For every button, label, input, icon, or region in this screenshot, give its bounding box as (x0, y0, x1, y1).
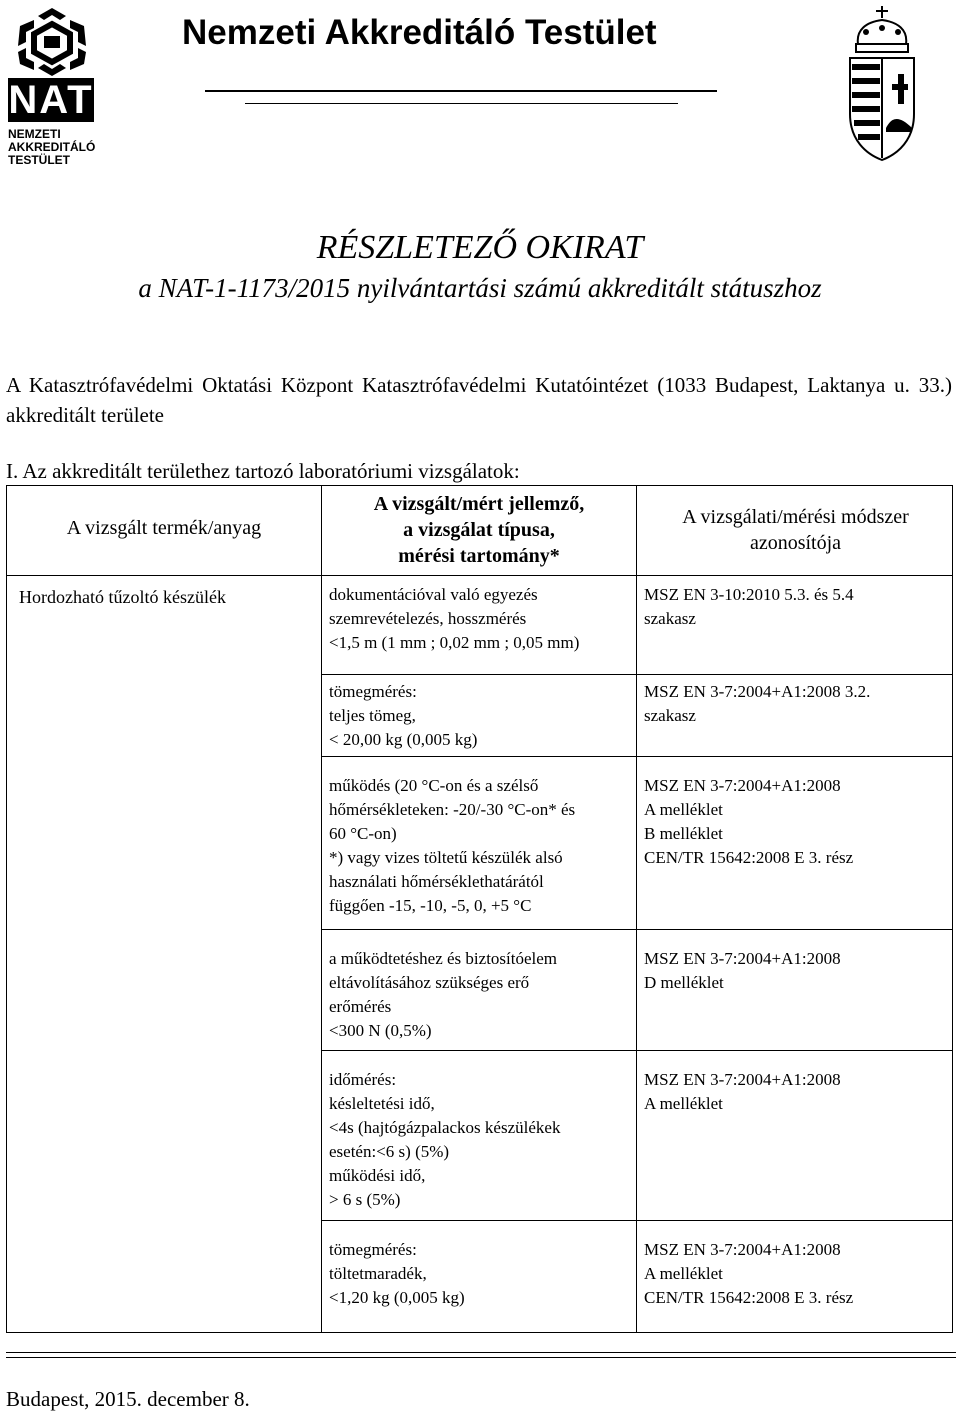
nat-logo-line: AKKREDITÁLÓ (8, 140, 96, 154)
table-row-characteristic (329, 583, 579, 655)
footer-date: Budapest, 2015. december 8. (6, 1387, 250, 1411)
table-row-method (644, 583, 854, 631)
header-line: A vizsgált/mért jellemző, (373, 493, 585, 515)
product-name: Hordozható tűzoltó készülék (19, 587, 226, 607)
table-row-method (644, 680, 870, 728)
row-divider (322, 674, 952, 675)
text-line: MSZ EN 3-7:2004+A1:2008 (644, 1070, 841, 1089)
text-line: <1,20 kg (0,005 kg) (329, 1288, 465, 1307)
column-divider (321, 486, 322, 1332)
text-line: MSZ EN 3-10:2010 5.3. és 5.4 (644, 585, 854, 604)
text-line: működési idő, (329, 1166, 426, 1185)
table-row-characteristic (329, 947, 557, 1043)
row-divider (322, 1050, 952, 1051)
text-line: töltetmaradék, (329, 1264, 427, 1283)
nat-logo (6, 6, 98, 166)
text-line: késleltetési idő, (329, 1094, 435, 1113)
text-line: MSZ EN 3-7:2004+A1:2008 3.2. (644, 682, 871, 701)
header-line: a vizsgálat típusa, (403, 519, 555, 541)
text-line: erőmérés (329, 997, 392, 1016)
text-line: < 20,00 kg (0,005 kg) (329, 730, 478, 749)
nat-emblem-icon (8, 6, 96, 78)
table-row-method (644, 1238, 853, 1310)
header-rule (205, 90, 717, 92)
text-line: szemrevételezés, hosszmérés (329, 609, 527, 628)
column-divider (636, 486, 637, 1332)
table-row-characteristic (329, 680, 477, 752)
text-line: dokumentációval való egyezés (329, 585, 538, 604)
header-method (637, 504, 954, 556)
header-line: mérési tartomány* (398, 545, 560, 567)
text-line: a működtetéshez és biztosítóelem (329, 949, 558, 968)
text-line: CEN/TR 15642:2008 E 3. rész (644, 848, 854, 867)
document-subtitle: a NAT-1-1173/2015 nyilvántartási számú akkreditált státuszhoz (138, 273, 822, 303)
text-line: <4s (hajtógázpalackos készülékek (329, 1118, 561, 1137)
text-line: működés (20 °C-on és a szélső (329, 776, 539, 795)
text-line: esetén:<6 s) (5%) (329, 1142, 450, 1161)
org-title: Nemzeti Akkreditáló Testület (182, 13, 657, 52)
header-product: A vizsgált termék/anyag (66, 517, 262, 539)
text-line: eltávolításához szükséges erő (329, 973, 530, 992)
text-line: A melléklet (644, 1094, 723, 1113)
text-line: A melléklet (644, 800, 723, 819)
text-line: B melléklet (644, 824, 723, 843)
footer-rule (6, 1352, 956, 1353)
text-line: időmérés: (329, 1070, 397, 1089)
text-line: MSZ EN 3-7:2004+A1:2008 (644, 949, 841, 968)
text-line: <1,5 m (1 mm ; 0,02 mm ; 0,05 mm) (329, 633, 580, 652)
header-divider (7, 575, 952, 576)
text-line: szakasz (644, 706, 696, 725)
text-line: *) vagy vizes töltetű készülék alsó (329, 848, 563, 867)
nat-logo-line: NEMZETI (8, 127, 61, 141)
section-heading: I. Az akkreditált területhez tartozó laboratóriumi vizsgálatok: (6, 459, 520, 483)
text-line: 60 °C-on) (329, 824, 397, 843)
accreditation-table (6, 485, 953, 1333)
document-title: RÉSZLETEZŐ OKIRAT (316, 229, 644, 266)
table-row-characteristic (329, 1068, 560, 1212)
header-line: A vizsgálati/mérési módszer (682, 506, 909, 528)
text-line: használati hőmérséklethatárától (329, 872, 544, 891)
nat-logo-line: TESTÜLET (8, 153, 70, 167)
text-line: tömegmérés: (329, 682, 417, 701)
header-rule-thin (245, 103, 678, 104)
header-line: azonosítója (749, 532, 842, 554)
table-row-method (644, 1068, 841, 1116)
coat-of-arms-icon (842, 4, 922, 162)
text-line: <300 N (0,5%) (329, 1021, 432, 1040)
text-line: > 6 s (5%) (329, 1190, 401, 1209)
header-characteristic (322, 491, 636, 569)
text-line: A melléklet (644, 1264, 723, 1283)
text-line: CEN/TR 15642:2008 E 3. rész (644, 1288, 854, 1307)
row-divider (322, 756, 952, 757)
table-row-method (644, 947, 841, 995)
table-row-method (644, 774, 853, 870)
text-line: D melléklet (644, 973, 724, 992)
intro-paragraph: A Katasztrófavédelmi Oktatási Központ Katasztrófavédelmi Kutatóintézet (1033 Budapest, Laktanya u. 33.) akkreditált területe (6, 373, 952, 427)
nat-letters: NAT (8, 78, 94, 122)
row-divider (322, 929, 952, 930)
footer-rule (6, 1357, 956, 1358)
text-line: függően -15, -10, -5, 0, +5 °C (329, 896, 532, 915)
nat-logo-text (8, 128, 118, 167)
row-divider (322, 1220, 952, 1221)
text-line: szakasz (644, 609, 696, 628)
text-line: teljes tömeg, (329, 706, 416, 725)
table-row-characteristic (329, 774, 575, 918)
text-line: tömegmérés: (329, 1240, 417, 1259)
table-row-characteristic (329, 1238, 465, 1310)
text-line: hőmérsékleteken: -20/-30 °C-on* és (329, 800, 576, 819)
text-line: MSZ EN 3-7:2004+A1:2008 (644, 1240, 841, 1259)
text-line: MSZ EN 3-7:2004+A1:2008 (644, 776, 841, 795)
